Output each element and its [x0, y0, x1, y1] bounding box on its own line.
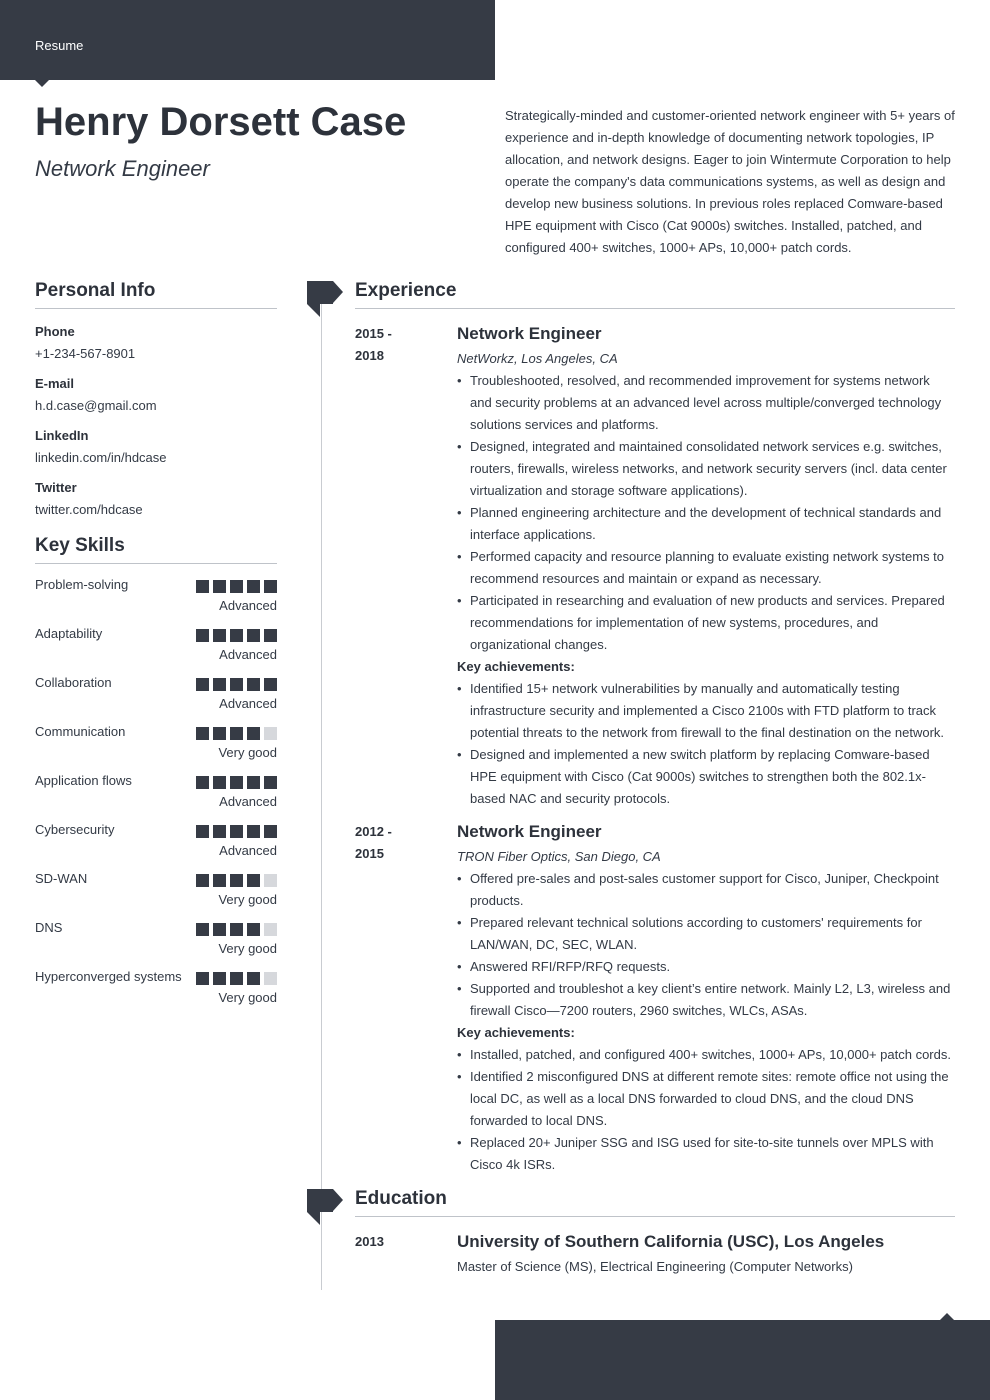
skill-level: Advanced: [219, 696, 277, 711]
skill-level: Advanced: [219, 794, 277, 809]
achievement-item: • Designed and implemented a new switch platform by replacing Comware-based HPE equipment with Cisco (Cat 9000s) switches to strengthen both the 802.1x-based NAC and security protocols.: [457, 744, 955, 810]
skills-heading: Key Skills: [35, 535, 277, 564]
rating-square-filled: [196, 678, 209, 691]
skill-level: Very good: [218, 990, 277, 1005]
rating-square-filled: [196, 825, 209, 838]
skill-rating: [192, 629, 277, 642]
job-company: TRON Fiber Optics, San Diego, CA: [457, 849, 661, 864]
achievements-label: Key achievements:: [457, 1025, 575, 1040]
job-achievements: [457, 678, 955, 810]
skill-rating: [192, 923, 277, 936]
skill-row: [35, 623, 277, 665]
skill-row: [35, 672, 277, 714]
header-band: [0, 0, 495, 80]
skill-rating: [192, 727, 277, 740]
rating-square-filled: [213, 776, 226, 789]
experience-flag-icon: [307, 281, 343, 317]
job-role: Network Engineer: [457, 324, 602, 343]
duty-item: • Designed, integrated and maintained consolidated network services e.g. switches, routers, firewalls, wireless networks, and network security servers (incl. data center virtualization and storage software applications).: [457, 436, 955, 502]
job-company: NetWorkz, Los Angeles, CA: [457, 351, 618, 366]
job-dates: 2012 - 2015: [355, 824, 392, 861]
info-label: LinkedIn: [35, 428, 89, 443]
education-year: 2013: [355, 1234, 384, 1249]
rating-square-filled: [196, 629, 209, 642]
rating-square-filled: [213, 825, 226, 838]
rating-square-filled: [213, 629, 226, 642]
skill-level: Very good: [218, 745, 277, 760]
skill-level: Advanced: [219, 843, 277, 858]
duty-item: • Troubleshooted, resolved, and recommended improvement for systems network and security problems at an advanced level across multiple/converged technology solutions services and platforms.: [457, 370, 955, 436]
experience-heading: Experience: [355, 280, 955, 309]
rating-square-filled: [196, 580, 209, 593]
education-details: [457, 1231, 955, 1278]
info-value: linkedin.com/in/hdcase: [35, 450, 167, 465]
achievements-label: Key achievements:: [457, 659, 575, 674]
rating-square-empty: [264, 972, 277, 985]
info-label: Twitter: [35, 480, 77, 495]
rating-square-filled: [264, 678, 277, 691]
skill-rating: [192, 580, 277, 593]
rating-square-filled: [247, 923, 260, 936]
rating-square-filled: [247, 580, 260, 593]
rating-square-filled: [264, 825, 277, 838]
skill-name: DNS: [35, 920, 63, 935]
skill-name: Adaptability: [35, 626, 103, 641]
education-section: [355, 1188, 955, 1217]
duty-item: • Supported and troubleshot a key client’s entire network. Mainly L2, L3, wireless and firewall Cisco—7200 routers, 2960 switches, WLCs, ASAs.: [457, 978, 955, 1022]
rating-square-empty: [264, 923, 277, 936]
skill-level: Advanced: [219, 598, 277, 613]
duty-item: • Planned engineering architecture and the development of technical standards and interface applications.: [457, 502, 955, 546]
timeline-line: [321, 300, 322, 1290]
skill-rating: [192, 874, 277, 887]
skill-name: Communication: [35, 724, 126, 739]
rating-square-filled: [247, 678, 260, 691]
skill-level: Very good: [218, 941, 277, 956]
experience-section: [355, 280, 955, 309]
skills-list: [35, 574, 277, 1008]
achievement-item: • Identified 15+ network vulnerabilities by manually and automatically testing infrastructure security and implemented a Cisco 2100s with FTD platform to track potential threats to the network from firewall to the final destination on the network.: [457, 678, 955, 744]
info-label: Phone: [35, 324, 75, 339]
rating-square-filled: [196, 874, 209, 887]
rating-square-filled: [230, 727, 243, 740]
education-heading: Education: [355, 1188, 955, 1217]
achievement-item: • Identified 2 misconfigured DNS at different remote sites: remote office not using the local DC, as well as a local DNS forwarded to cloud DNS, and the cloud DNS forwarded to local DNS.: [457, 1066, 955, 1132]
skill-name: Problem-solving: [35, 577, 129, 592]
skill-name: Cybersecurity: [35, 822, 115, 837]
skill-row: [35, 721, 277, 763]
resume-label: Resume: [35, 38, 84, 53]
skill-row: [35, 868, 277, 910]
rating-square-empty: [264, 727, 277, 740]
skill-level: Advanced: [219, 647, 277, 662]
job-duties: [457, 868, 955, 1022]
education-school: University of Southern California (USC), Los Angeles: [457, 1232, 885, 1251]
job-achievements: [457, 1044, 955, 1176]
candidate-title: Network Engineer: [35, 156, 210, 181]
job-details: [457, 821, 955, 1176]
education-flag-icon: [307, 1189, 343, 1225]
duty-item: • Offered pre-sales and post-sales customer support for Cisco, Juniper, Checkpoint products.: [457, 868, 955, 912]
summary: Strategically-minded and customer-oriented network engineer with 5+ years of experience and in-depth knowledge of documenting network topologies, IP allocation, and network designs. Eager to join Wintermute Corporation to help operate the company's data communications systems, as well as design and develop new business solutions. In previous roles replaced Comware-based HPE equipment with Cisco (Cat 9000s) switches. Installed, patched, and configured 400+ switches, 1000+ APs, 10,000+ patch cords.: [505, 108, 955, 255]
rating-square-filled: [196, 923, 209, 936]
rating-square-filled: [247, 825, 260, 838]
info-email: [35, 373, 277, 417]
info-linkedin: [35, 425, 277, 469]
rating-square-filled: [230, 825, 243, 838]
rating-square-filled: [213, 874, 226, 887]
rating-square-filled: [247, 972, 260, 985]
rating-square-filled: [247, 874, 260, 887]
education-degree: Master of Science (MS), Electrical Engineering (Computer Networks): [457, 1259, 853, 1274]
job-dates: 2015 - 2018: [355, 326, 392, 363]
personal-info-list: [35, 321, 277, 521]
job-details: [457, 323, 955, 810]
header-notch: [35, 80, 49, 87]
duty-item: • Participated in researching and evaluation of new products and services. Prepared recommendations for implementation of new systems, procedures, and organizational changes.: [457, 590, 955, 656]
job-role: Network Engineer: [457, 822, 602, 841]
info-twitter: [35, 477, 277, 521]
skill-row: [35, 966, 277, 1008]
skill-rating: [192, 776, 277, 789]
info-value: twitter.com/hdcase: [35, 502, 143, 517]
skill-row: [35, 819, 277, 861]
duty-item: • Performed capacity and resource planning to evaluate existing network systems to recommend resources and maintain or expand as necessary.: [457, 546, 955, 590]
rating-square-filled: [196, 727, 209, 740]
rating-square-filled: [247, 629, 260, 642]
rating-square-filled: [230, 629, 243, 642]
achievement-item: • Installed, patched, and configured 400+ switches, 1000+ APs, 10,000+ patch cords.: [457, 1044, 955, 1066]
duty-item: • Prepared relevant technical solutions according to customers' requirements for LAN/WAN, DC, SEC, WLAN.: [457, 912, 955, 956]
skill-level: Very good: [218, 892, 277, 907]
rating-square-filled: [264, 580, 277, 593]
skill-name: Application flows: [35, 773, 132, 788]
skill-rating: [192, 825, 277, 838]
rating-square-filled: [247, 727, 260, 740]
rating-square-filled: [213, 923, 226, 936]
personal-info-heading: Personal Info: [35, 280, 277, 309]
info-value: +1-234-567-8901: [35, 346, 136, 361]
skill-name: Collaboration: [35, 675, 112, 690]
info-label: E-mail: [35, 376, 75, 391]
job-duties: [457, 370, 955, 656]
rating-square-filled: [230, 776, 243, 789]
rating-square-filled: [213, 727, 226, 740]
rating-square-filled: [264, 629, 277, 642]
info-phone: [35, 321, 277, 365]
skill-row: [35, 770, 277, 812]
rating-square-filled: [213, 678, 226, 691]
achievement-item: • Replaced 20+ Juniper SSG and ISG used for site-to-site tunnels over MPLS with Cisco 4k ISRs.: [457, 1132, 955, 1176]
rating-square-filled: [230, 972, 243, 985]
rating-square-filled: [230, 874, 243, 887]
rating-square-filled: [264, 776, 277, 789]
rating-square-filled: [247, 776, 260, 789]
skill-rating: [192, 678, 277, 691]
skill-rating: [192, 972, 277, 985]
rating-square-filled: [213, 972, 226, 985]
footer-band: [495, 1320, 990, 1400]
rating-square-filled: [230, 678, 243, 691]
rating-square-filled: [213, 580, 226, 593]
rating-square-filled: [230, 580, 243, 593]
rating-square-filled: [230, 923, 243, 936]
footer-notch: [940, 1313, 954, 1320]
skill-row: [35, 917, 277, 959]
rating-square-filled: [196, 776, 209, 789]
rating-square-filled: [196, 972, 209, 985]
skill-row: [35, 574, 277, 616]
candidate-name: Henry Dorsett Case: [35, 100, 407, 144]
rating-square-empty: [264, 874, 277, 887]
skill-name: Hyperconverged systems: [35, 969, 182, 984]
info-value: h.d.case@gmail.com: [35, 398, 157, 413]
duty-item: • Answered RFI/RFP/RFQ requests.: [457, 956, 955, 978]
sidebar: [35, 280, 277, 1015]
skill-name: SD-WAN: [35, 871, 88, 886]
